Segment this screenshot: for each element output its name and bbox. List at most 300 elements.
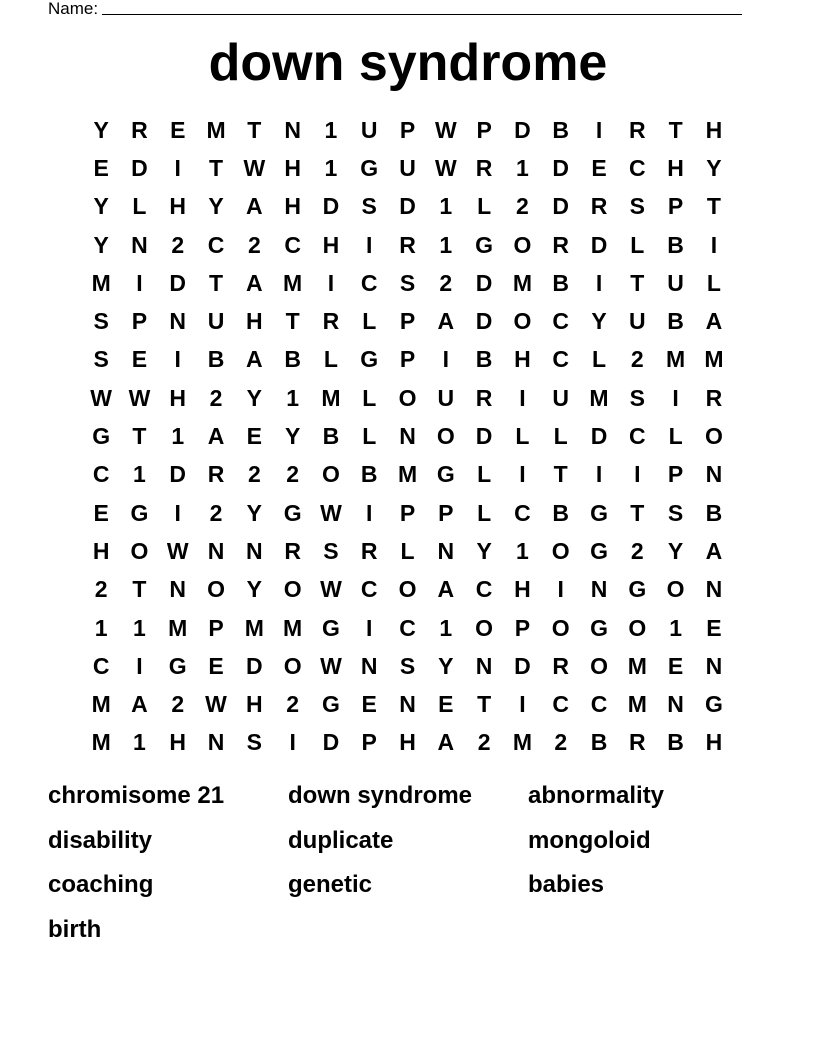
grid-letter: I bbox=[595, 116, 603, 143]
grid-letter: D bbox=[552, 154, 570, 181]
grid-letter: I bbox=[174, 346, 181, 373]
grid-letter: B bbox=[667, 231, 684, 258]
grid-letter: 1 bbox=[133, 729, 146, 756]
grid-letter: R bbox=[131, 116, 148, 143]
grid-letter: G bbox=[321, 614, 340, 641]
grid-letter: Y bbox=[93, 193, 109, 220]
grid-letter: O bbox=[666, 576, 685, 603]
grid-letter: R bbox=[322, 308, 340, 335]
grid-letter: 2 bbox=[516, 193, 529, 220]
word-list-item: coaching bbox=[48, 871, 154, 899]
grid-letter: I bbox=[366, 499, 373, 526]
grid-letter: N bbox=[475, 652, 493, 679]
grid-letter: M bbox=[244, 614, 264, 641]
word-list-item: chromisome 21 bbox=[48, 782, 225, 809]
grid-letter: L bbox=[553, 423, 568, 450]
grid-letter: E bbox=[208, 652, 224, 679]
grid-letter: S bbox=[361, 193, 377, 220]
grid-letter: E bbox=[170, 116, 186, 143]
grid-letter: Y bbox=[591, 308, 607, 335]
grid-letter: I bbox=[174, 154, 181, 181]
grid-letter: Y bbox=[208, 193, 224, 220]
grid-letter: G bbox=[436, 461, 455, 488]
grid-letter: L bbox=[477, 461, 492, 488]
grid-letter: M bbox=[666, 346, 686, 373]
grid-letter: G bbox=[360, 346, 379, 373]
grid-letter: R bbox=[552, 652, 570, 679]
grid-letter: 1 bbox=[439, 193, 453, 220]
page-title: down syndrome bbox=[208, 34, 608, 92]
grid-letter: O bbox=[704, 423, 723, 450]
grid-letter: 2 bbox=[630, 537, 644, 564]
grid-letter: D bbox=[322, 729, 340, 756]
grid-letter: T bbox=[209, 269, 224, 296]
grid-letter: H bbox=[169, 729, 187, 756]
grid-letter: 1 bbox=[439, 231, 453, 258]
grid-letter: D bbox=[590, 231, 608, 258]
grid-letter: D bbox=[322, 193, 340, 220]
grid-letter: M bbox=[206, 116, 226, 143]
grid-letter: 2 bbox=[554, 729, 568, 756]
grid-letter: T bbox=[247, 116, 262, 143]
name-field bbox=[48, 0, 742, 18]
grid-letter: I bbox=[672, 384, 679, 411]
grid-letter: C bbox=[552, 691, 570, 718]
grid-letter: 2 bbox=[286, 691, 300, 718]
grid-letter: R bbox=[360, 537, 378, 564]
grid-letter: S bbox=[323, 537, 339, 564]
grid-letter: O bbox=[551, 614, 570, 641]
grid-letter: D bbox=[590, 423, 608, 450]
grid-letter: A bbox=[246, 193, 263, 220]
grid-letter: M bbox=[91, 729, 111, 756]
grid-letter: 1 bbox=[324, 116, 338, 143]
grid-letter: D bbox=[169, 269, 187, 296]
grid-letter: G bbox=[704, 691, 723, 718]
grid-letter: P bbox=[399, 116, 416, 143]
grid-letter: 1 bbox=[133, 614, 146, 641]
grid-letter: R bbox=[628, 116, 646, 143]
grid-letter: I bbox=[174, 499, 181, 526]
grid-letter: C bbox=[628, 154, 646, 181]
grid-letter: P bbox=[399, 308, 416, 335]
word-list-item: down syndrome bbox=[288, 782, 473, 809]
grid-letter: E bbox=[246, 423, 262, 450]
grid-letter: O bbox=[628, 614, 647, 641]
grid-letter: 1 bbox=[171, 423, 185, 450]
grid-letter: N bbox=[169, 308, 187, 335]
grid-letter: 2 bbox=[439, 269, 453, 296]
grid-letter: H bbox=[667, 154, 684, 181]
grid-letter: B bbox=[590, 729, 608, 756]
grid-letter: R bbox=[399, 231, 416, 258]
grid-letter: A bbox=[207, 423, 225, 450]
grid-letter: H bbox=[92, 537, 110, 564]
grid-letter: C bbox=[92, 461, 110, 488]
grid-letter: O bbox=[283, 652, 302, 679]
grid-letter: B bbox=[322, 423, 340, 450]
grid-letter: P bbox=[438, 499, 454, 526]
grid-letter: N bbox=[667, 691, 684, 718]
grid-letter: 1 bbox=[324, 154, 338, 181]
grid-letter: 2 bbox=[247, 461, 261, 488]
grid-letter: C bbox=[514, 499, 531, 526]
grid-letter: Y bbox=[246, 499, 262, 526]
grid-letter: C bbox=[207, 231, 225, 258]
grid-letter: H bbox=[514, 346, 531, 373]
grid-letter: B bbox=[360, 461, 378, 488]
grid-letter: B bbox=[705, 499, 723, 526]
grid-letter: L bbox=[362, 384, 377, 411]
grid-letter: E bbox=[591, 154, 607, 181]
grid-letter: O bbox=[283, 576, 302, 603]
grid-letter: M bbox=[704, 346, 724, 373]
grid-letter: O bbox=[590, 652, 608, 679]
grid-letter: E bbox=[131, 346, 148, 373]
grid-letter: A bbox=[705, 308, 723, 335]
grid-letter: P bbox=[208, 614, 224, 641]
grid-letter: N bbox=[399, 691, 416, 718]
grid-letter: D bbox=[475, 423, 493, 450]
word-list-item: abnormality bbox=[528, 782, 665, 809]
grid-letter: P bbox=[131, 308, 148, 335]
grid-letter: N bbox=[246, 537, 263, 564]
grid-letter: P bbox=[361, 729, 377, 756]
grid-letter: O bbox=[130, 537, 149, 564]
grid-letter: G bbox=[360, 154, 379, 181]
grid-letter: Y bbox=[438, 652, 454, 679]
grid-letter: T bbox=[132, 576, 147, 603]
grid-letter: S bbox=[399, 269, 416, 296]
grid-letter: Y bbox=[706, 154, 722, 181]
grid-letter: L bbox=[668, 423, 683, 450]
grid-letter: H bbox=[284, 193, 301, 220]
grid-letter: S bbox=[667, 499, 684, 526]
grid-letter: T bbox=[209, 154, 224, 181]
grid-letter: W bbox=[166, 537, 189, 564]
grid-letter: D bbox=[246, 652, 263, 679]
grid-letter: Y bbox=[93, 116, 109, 143]
grid-letter: T bbox=[132, 423, 147, 450]
grid-letter: N bbox=[705, 576, 723, 603]
grid-letter: B bbox=[552, 499, 570, 526]
grid-letter: W bbox=[320, 652, 342, 679]
grid-letter: L bbox=[591, 346, 607, 373]
grid-letter: D bbox=[552, 193, 570, 220]
grid-letter: N bbox=[207, 729, 225, 756]
grid-letter: E bbox=[438, 691, 454, 718]
grid-letter: A bbox=[246, 346, 263, 373]
grid-letter: T bbox=[706, 193, 721, 220]
grid-letter: D bbox=[399, 193, 416, 220]
grid-letter: S bbox=[629, 384, 645, 411]
grid-letter: R bbox=[207, 461, 225, 488]
grid-letter: G bbox=[475, 231, 494, 258]
grid-letter: I bbox=[136, 269, 143, 296]
grid-letter: M bbox=[627, 691, 647, 718]
grid-letter: T bbox=[553, 461, 568, 488]
grid-letter: C bbox=[475, 576, 493, 603]
grid-letter: G bbox=[590, 499, 608, 526]
grid-letter: 1 bbox=[94, 614, 108, 641]
grid-letter: C bbox=[552, 308, 570, 335]
grid-letter: D bbox=[131, 154, 148, 181]
grid-letter: 1 bbox=[516, 537, 529, 564]
grid-letter: I bbox=[366, 231, 373, 258]
grid-letter: 2 bbox=[171, 691, 185, 718]
grid-letter: H bbox=[169, 384, 187, 411]
grid-letter: D bbox=[514, 652, 531, 679]
grid-letter: W bbox=[320, 499, 342, 526]
grid-letter: A bbox=[437, 308, 455, 335]
grid-letter: N bbox=[705, 652, 723, 679]
grid-letter: S bbox=[399, 652, 416, 679]
grid-letter: T bbox=[668, 116, 683, 143]
grid-letter: I bbox=[519, 461, 526, 488]
grid-letter: H bbox=[705, 729, 723, 756]
grid-letter: P bbox=[399, 499, 416, 526]
grid-letter: Y bbox=[667, 537, 684, 564]
grid-letter: C bbox=[552, 346, 570, 373]
grid-letter: 1 bbox=[439, 614, 453, 641]
grid-letter: E bbox=[361, 691, 377, 718]
grid-letter: U bbox=[552, 384, 570, 411]
grid-letter: O bbox=[475, 614, 494, 641]
word-list-item: genetic bbox=[288, 871, 373, 899]
grid-letter: B bbox=[667, 308, 684, 335]
grid-letter: O bbox=[207, 576, 225, 603]
grid-letter: I bbox=[289, 729, 296, 756]
grid-letter: W bbox=[205, 691, 227, 718]
grid-letter: 2 bbox=[286, 461, 300, 488]
grid-letter: W bbox=[320, 576, 342, 603]
grid-letter: C bbox=[284, 231, 301, 258]
grid-letter: A bbox=[246, 269, 263, 296]
grid-letter: I bbox=[710, 231, 718, 258]
grid-letter: T bbox=[285, 308, 300, 335]
grid-letter: O bbox=[551, 537, 570, 564]
grid-letter: 2 bbox=[94, 576, 108, 603]
grid-letter: 1 bbox=[669, 614, 682, 641]
grid-letter: G bbox=[590, 537, 608, 564]
grid-letter: G bbox=[168, 652, 187, 679]
grid-letter: B bbox=[475, 346, 493, 373]
grid-letter: L bbox=[706, 269, 721, 296]
grid-letter: Y bbox=[284, 423, 301, 450]
grid-letter: U bbox=[667, 269, 684, 296]
grid-letter: G bbox=[321, 691, 340, 718]
grid-letter: U bbox=[207, 308, 225, 335]
grid-letter: L bbox=[362, 423, 377, 450]
grid-letter: S bbox=[629, 193, 645, 220]
grid-letter: A bbox=[437, 729, 455, 756]
grid-letter: H bbox=[705, 116, 723, 143]
grid-letter: M bbox=[627, 652, 647, 679]
word-list-item: duplicate bbox=[288, 826, 394, 854]
grid-letter: R bbox=[552, 231, 570, 258]
grid-letter: M bbox=[91, 691, 111, 718]
grid-letter: H bbox=[169, 193, 187, 220]
grid-letter: M bbox=[283, 614, 303, 641]
name-label: Name: bbox=[48, 0, 99, 18]
grid-letter: I bbox=[366, 614, 373, 641]
grid-letter: 2 bbox=[247, 231, 261, 258]
grid-letter: P bbox=[399, 346, 416, 373]
grid-letter: 2 bbox=[209, 384, 223, 411]
word-search-grid bbox=[82, 111, 733, 762]
grid-letter: M bbox=[512, 269, 532, 296]
grid-letter: N bbox=[207, 537, 225, 564]
grid-letter: D bbox=[514, 116, 531, 143]
grid-letter: R bbox=[590, 193, 608, 220]
grid-letter: E bbox=[706, 614, 722, 641]
grid-letter: S bbox=[93, 308, 109, 335]
grid-letter: A bbox=[437, 576, 455, 603]
grid-letter: R bbox=[475, 154, 493, 181]
grid-letter: M bbox=[589, 384, 609, 411]
grid-letter: H bbox=[514, 576, 531, 603]
grid-letter: D bbox=[475, 269, 493, 296]
grid-letter: G bbox=[283, 499, 302, 526]
grid-letter: Y bbox=[476, 537, 492, 564]
grid-letter: 1 bbox=[286, 384, 300, 411]
grid-letter: L bbox=[477, 193, 492, 220]
grid-letter: E bbox=[667, 652, 684, 679]
grid-letter: P bbox=[667, 193, 684, 220]
grid-letter: W bbox=[434, 154, 457, 181]
grid-letter: I bbox=[442, 346, 450, 373]
grid-letter: N bbox=[590, 576, 608, 603]
grid-letter: B bbox=[552, 116, 570, 143]
grid-letter: E bbox=[93, 154, 109, 181]
grid-letter: G bbox=[92, 423, 111, 450]
grid-letter: C bbox=[360, 576, 378, 603]
grid-letter: I bbox=[595, 461, 603, 488]
grid-letter: L bbox=[477, 499, 492, 526]
grid-letter: S bbox=[246, 729, 262, 756]
grid-letter: D bbox=[475, 308, 493, 335]
grid-letter: M bbox=[321, 384, 341, 411]
grid-letter: I bbox=[519, 691, 526, 718]
grid-letter: H bbox=[246, 308, 263, 335]
word-list-item: babies bbox=[528, 871, 605, 899]
grid-letter: R bbox=[705, 384, 723, 411]
grid-letter: 2 bbox=[477, 729, 491, 756]
grid-letter: R bbox=[475, 384, 493, 411]
grid-letter: N bbox=[399, 423, 416, 450]
grid-letter: M bbox=[91, 269, 111, 296]
grid-letter: B bbox=[552, 269, 570, 296]
grid-letter: W bbox=[243, 154, 266, 181]
word-list-item: birth bbox=[48, 916, 102, 944]
grid-letter: 1 bbox=[516, 154, 529, 181]
grid-letter: W bbox=[90, 384, 112, 411]
grid-letter: I bbox=[327, 269, 335, 296]
grid-letter: O bbox=[398, 384, 417, 411]
grid-letter: C bbox=[628, 423, 646, 450]
grid-letter: Y bbox=[246, 384, 262, 411]
grid-letter: L bbox=[515, 423, 530, 450]
grid-letter: C bbox=[590, 691, 608, 718]
grid-letter: H bbox=[284, 154, 301, 181]
grid-letter: L bbox=[362, 308, 377, 335]
grid-letter: N bbox=[360, 652, 378, 679]
word-list-item: mongoloid bbox=[528, 826, 651, 854]
grid-letter: O bbox=[321, 461, 340, 488]
grid-letter: H bbox=[399, 729, 416, 756]
grid-letter: C bbox=[92, 652, 110, 679]
grid-letter: T bbox=[477, 691, 492, 718]
grid-letter: Y bbox=[246, 576, 262, 603]
grid-letter: M bbox=[168, 614, 188, 641]
grid-letter: U bbox=[360, 116, 378, 143]
grid-letter: I bbox=[519, 384, 526, 411]
grid-letter: H bbox=[246, 691, 263, 718]
grid-letter: N bbox=[169, 576, 187, 603]
grid-letter: 1 bbox=[133, 461, 146, 488]
grid-letter: U bbox=[399, 154, 416, 181]
grid-letter: 2 bbox=[630, 346, 644, 373]
grid-letter: O bbox=[513, 308, 532, 335]
grid-letter: N bbox=[131, 231, 148, 258]
grid-letter: W bbox=[128, 384, 151, 411]
grid-letter: M bbox=[512, 729, 532, 756]
grid-letter: A bbox=[705, 537, 723, 564]
grid-letter: C bbox=[399, 614, 416, 641]
grid-letter: I bbox=[634, 461, 641, 488]
grid-letter: P bbox=[667, 461, 684, 488]
name-underline bbox=[102, 0, 742, 15]
grid-letter: I bbox=[595, 269, 603, 296]
grid-letter: I bbox=[136, 652, 143, 679]
grid-letter: T bbox=[630, 269, 645, 296]
grid-letter: S bbox=[93, 346, 109, 373]
grid-letter: O bbox=[513, 231, 532, 258]
word-list-item: disability bbox=[48, 826, 153, 854]
grid-letter: U bbox=[628, 308, 646, 335]
word-list bbox=[48, 776, 768, 955]
grid-letter: A bbox=[131, 691, 148, 718]
grid-letter: O bbox=[436, 423, 455, 450]
grid-letter: C bbox=[360, 269, 378, 296]
grid-letter: P bbox=[476, 116, 492, 143]
grid-letter: R bbox=[284, 537, 301, 564]
grid-letter: H bbox=[322, 231, 340, 258]
grid-letter: U bbox=[437, 384, 455, 411]
grid-letter: L bbox=[630, 231, 645, 258]
grid-letter: I bbox=[557, 576, 564, 603]
grid-letter: 2 bbox=[171, 231, 185, 258]
grid-letter: T bbox=[630, 499, 645, 526]
grid-letter: L bbox=[400, 537, 415, 564]
grid-letter: N bbox=[705, 461, 723, 488]
grid-letter: G bbox=[590, 614, 608, 641]
grid-letter: W bbox=[434, 116, 457, 143]
grid-letter: D bbox=[169, 461, 187, 488]
grid-letter: B bbox=[207, 346, 225, 373]
grid-letter: G bbox=[130, 499, 149, 526]
grid-letter: B bbox=[667, 729, 684, 756]
grid-letter: P bbox=[514, 614, 531, 641]
grid-letter: E bbox=[93, 499, 109, 526]
grid-letter: M bbox=[283, 269, 303, 296]
grid-letter: 2 bbox=[209, 499, 223, 526]
grid-letter: Y bbox=[93, 231, 109, 258]
grid-letter: N bbox=[437, 537, 455, 564]
grid-letter: L bbox=[323, 346, 338, 373]
grid-letter: N bbox=[284, 116, 301, 143]
grid-letter: L bbox=[132, 193, 147, 220]
